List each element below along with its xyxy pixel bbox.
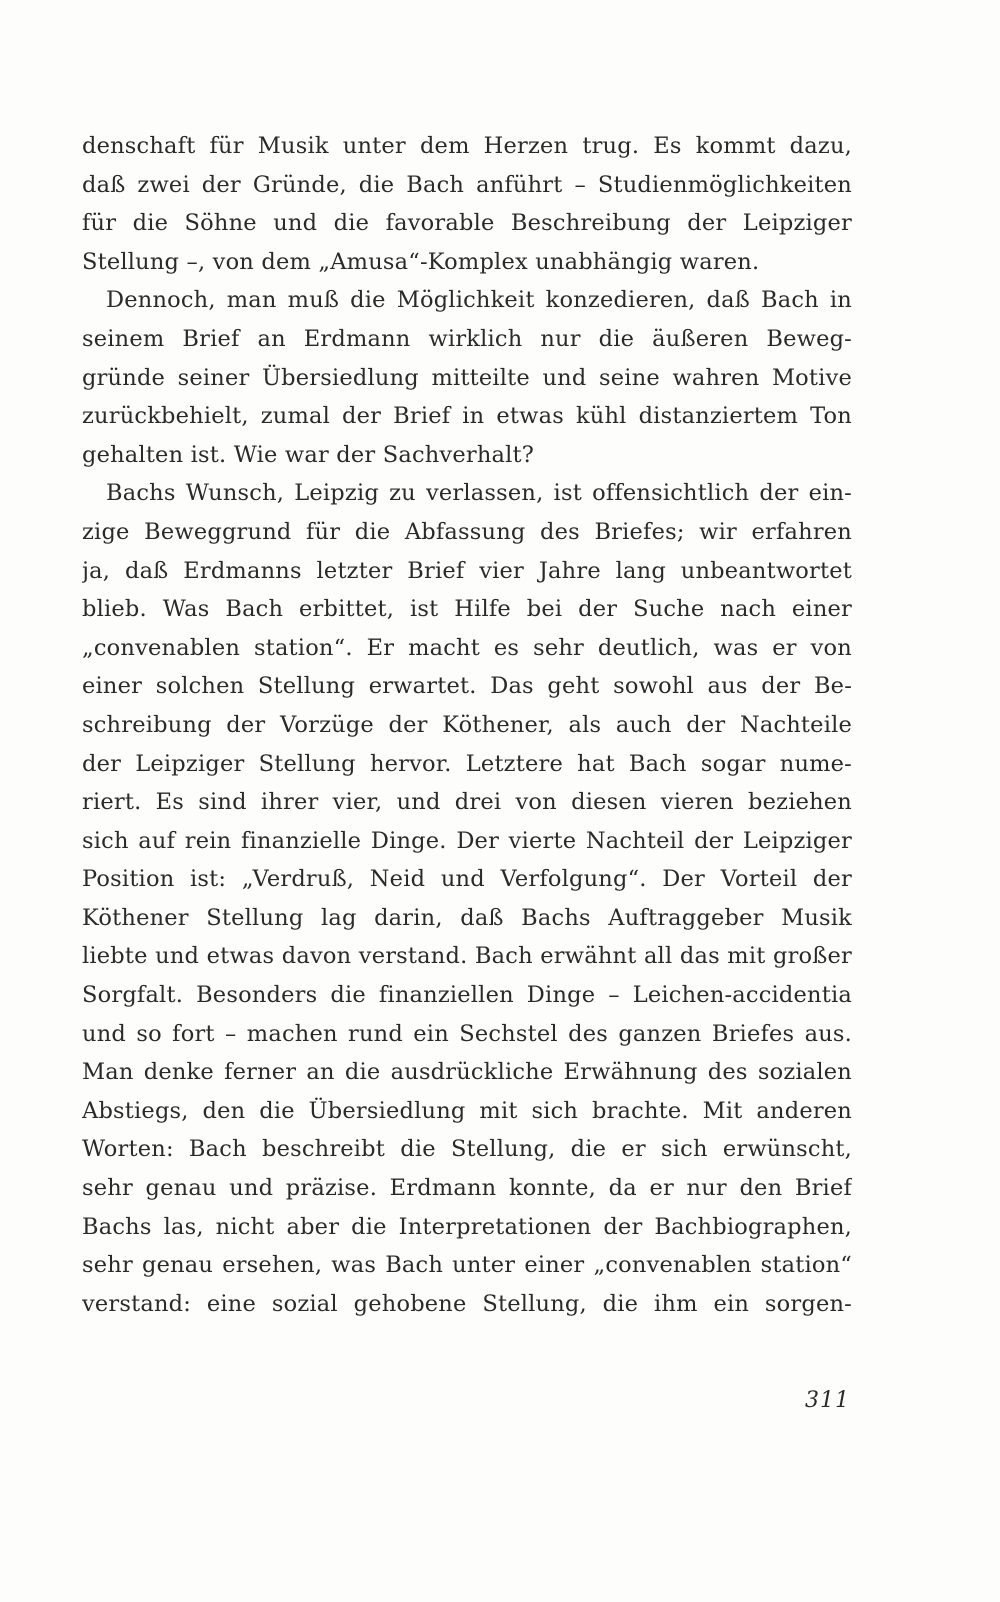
text-line: gehalten ist. Wie war der Sachverhalt? bbox=[82, 441, 535, 468]
page-number: 311 bbox=[805, 1388, 850, 1413]
text-line: sich auf rein finanzielle Dinge. Der vierte Nachteil der Leipziger bbox=[82, 827, 852, 854]
text-line: liebte und etwas davon verstand. Bach erwähnt all das mit großer bbox=[82, 943, 852, 970]
text-line: Dennoch, man muß die Möglichkeit konzedieren, daß Bach in bbox=[106, 287, 852, 314]
text-line: zige Beweggrund für die Abfassung des Briefes; wir erfahren bbox=[82, 518, 852, 545]
text-line: der Leipziger Stellung hervor. Letztere hat Bach sogar nume- bbox=[82, 750, 852, 777]
text-line: ja, daß Erdmanns letzter Brief vier Jahre lang unbeantwortet bbox=[82, 557, 852, 584]
text-line: Bachs Wunsch, Leipzig zu verlassen, ist offensichtlich der ein- bbox=[106, 480, 852, 507]
text-line: riert. Es sind ihrer vier, und drei von diesen vieren beziehen bbox=[82, 789, 852, 816]
text-line: gründe seiner Übersiedlung mitteilte und seine wahren Motive bbox=[82, 364, 852, 391]
text-line: für die Söhne und die favorable Beschreibung der Leipziger bbox=[82, 210, 852, 237]
text-line: daß zwei der Gründe, die Bach anführt – Studienmöglichkeiten bbox=[82, 171, 852, 198]
text-line: denschaft für Musik unter dem Herzen trug. Es kommt dazu, bbox=[82, 133, 852, 159]
text-line: Position ist: „Verdruß, Neid und Verfolgung“. Der Vorteil der bbox=[82, 866, 852, 893]
text-line: Bachs las, nicht aber die Interpretationen der Bachbiographen, bbox=[82, 1213, 852, 1240]
text-line: Man denke ferner an die ausdrückliche Erwähnung des sozialen bbox=[82, 1059, 852, 1086]
text-line: „convenablen station“. Er macht es sehr deutlich, was er von bbox=[82, 634, 852, 661]
text-line: sehr genau und präzise. Erdmann konnte, da er nur den Brief bbox=[82, 1175, 852, 1202]
text-line: Worten: Bach beschreibt die Stellung, die er sich erwünscht, bbox=[82, 1136, 852, 1163]
text-line: blieb. Was Bach erbittet, ist Hilfe bei der Suche nach einer bbox=[82, 596, 852, 623]
text-line: schreibung der Vorzüge der Köthener, als auch der Nachteile bbox=[82, 711, 852, 738]
text-line: zurückbehielt, zumal der Brief in etwas kühl distanziertem Ton bbox=[82, 403, 852, 430]
text-line: Köthener Stellung lag darin, daß Bachs Auftraggeber Musik bbox=[82, 904, 852, 931]
text-line: sehr genau ersehen, was Bach unter einer „convenablen station“ bbox=[82, 1252, 852, 1279]
paragraph bbox=[82, 127, 852, 281]
text-line: Stellung –, von dem „Amusa“-Komplex unabhängig waren. bbox=[82, 248, 760, 275]
paragraph bbox=[82, 281, 852, 474]
paragraph bbox=[82, 474, 852, 1323]
body-text bbox=[82, 127, 852, 1323]
text-line: Abstiegs, den die Übersiedlung mit sich brachte. Mit anderen bbox=[82, 1097, 852, 1124]
text-line: und so fort – machen rund ein Sechstel des ganzen Briefes aus. bbox=[82, 1020, 852, 1047]
text-line: verstand: eine sozial gehobene Stellung, die ihm ein sorgen- bbox=[82, 1290, 852, 1317]
text-line: seinem Brief an Erdmann wirklich nur die äußeren Beweg- bbox=[82, 325, 852, 352]
text-line: einer solchen Stellung erwartet. Das geht sowohl aus der Be- bbox=[82, 673, 852, 700]
text-line: Sorgfalt. Besonders die finanziellen Dinge – Leichen-accidentia bbox=[82, 982, 852, 1009]
